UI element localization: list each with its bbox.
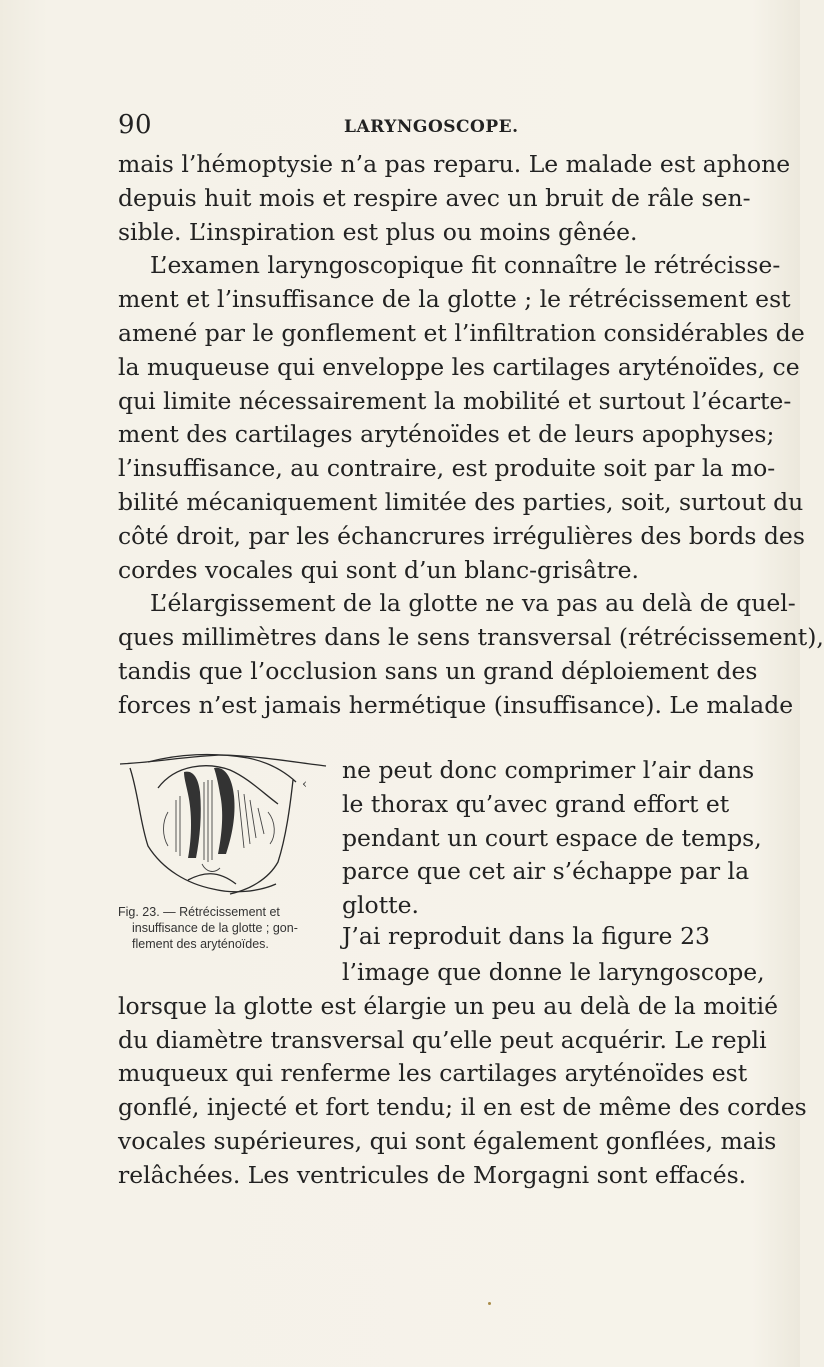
text-line: l’insuffisance, au contraire, est produite soit par la mo-	[118, 454, 776, 483]
page-header	[118, 110, 710, 140]
text-line: ne peut donc comprimer l’air dans	[342, 756, 755, 784]
body-text-beside-figure	[342, 754, 762, 923]
svg-text:‹: ‹	[302, 777, 308, 792]
text-line: forces n’est jamais hermétique (insuffisance). Le malade	[118, 690, 794, 719]
running-title: LARYNGOSCOPE.	[344, 117, 519, 137]
text-line: sible. L’inspiration est plus ou moins gênée.	[118, 217, 638, 246]
text-line: gonflé, injecté et fort tendu; il en est de même des cordes	[118, 1093, 807, 1122]
text-line: mais l’hémoptysie n’a pas reparu. Le malade est aphone	[118, 150, 791, 178]
text-line: L’examen laryngoscopique fit connaître le rétrécisse-	[150, 251, 781, 280]
text-line: bilité mécaniquement limitée des parties, soit, surtout du	[118, 487, 804, 516]
glottis-drawing	[118, 752, 328, 902]
text-line: L’élargissement de la glotte ne va pas au delà de quel-	[150, 589, 796, 618]
text-line: pendant un court espace de temps,	[342, 823, 762, 852]
text-line: le thorax qu’avec grand effort et	[342, 789, 730, 818]
text-line: amené par le gonflement et l’infiltration considérables de	[118, 318, 805, 347]
figure-glottis-illustration	[118, 752, 328, 902]
text-line: qui limite nécessairement la mobilité et surtout l’écarte-	[118, 386, 792, 415]
text-line: lorsque la glotte est élargie un peu au delà de la moitié	[118, 991, 779, 1020]
text-line: côté droit, par les échancrures irrégulières des bords des	[118, 521, 805, 550]
figure-caption	[118, 904, 330, 952]
text-line: depuis huit mois et respire avec un bruit de râle sen-	[118, 183, 751, 212]
text-line: relâchées. Les ventricules de Morgagni sont effacés.	[118, 1160, 747, 1189]
text-line: du diamètre transversal qu’elle peut acquérir. Le repli	[118, 1025, 767, 1054]
text-line: vocales supérieures, qui sont également gonflées, mais	[118, 1126, 777, 1155]
text-line: ment et l’insuffisance de la glotte ; le rétrécissement est	[118, 285, 791, 314]
body-text-top	[118, 148, 824, 723]
text-line: l’image que donne le laryngoscope,	[342, 958, 765, 986]
caption-line: flement des aryténoïdes.	[132, 937, 269, 951]
paper-speck	[488, 1302, 491, 1305]
body-text-figure-reference	[342, 920, 710, 954]
text-line: muqueux qui renferme les cartilages aryténoïdes est	[118, 1059, 748, 1088]
text-line: tandis que l’occlusion sans un grand déploiement des	[118, 656, 758, 685]
text-line: glotte.	[342, 891, 419, 920]
text-line: ment des cartilages aryténoïdes et de leurs apophyses;	[118, 420, 775, 449]
text-line: ques millimètres dans le sens transversal (rétrécissement),	[118, 623, 824, 652]
body-text-bottom	[118, 956, 807, 1193]
text-line: parce que cet air s’échappe par la	[342, 857, 750, 886]
text-line: J’ai reproduit dans la figure 23	[342, 922, 710, 950]
page-number: 90	[118, 110, 153, 140]
caption-line: insuffisance de la glotte ; gon-	[132, 921, 298, 935]
text-line: cordes vocales qui sont d’un blanc-grisâtre.	[118, 555, 639, 584]
text-line: la muqueuse qui enveloppe les cartilages aryténoïdes, ce	[118, 352, 800, 381]
caption-line: Fig. 23. — Rétrécissement et	[118, 905, 280, 919]
